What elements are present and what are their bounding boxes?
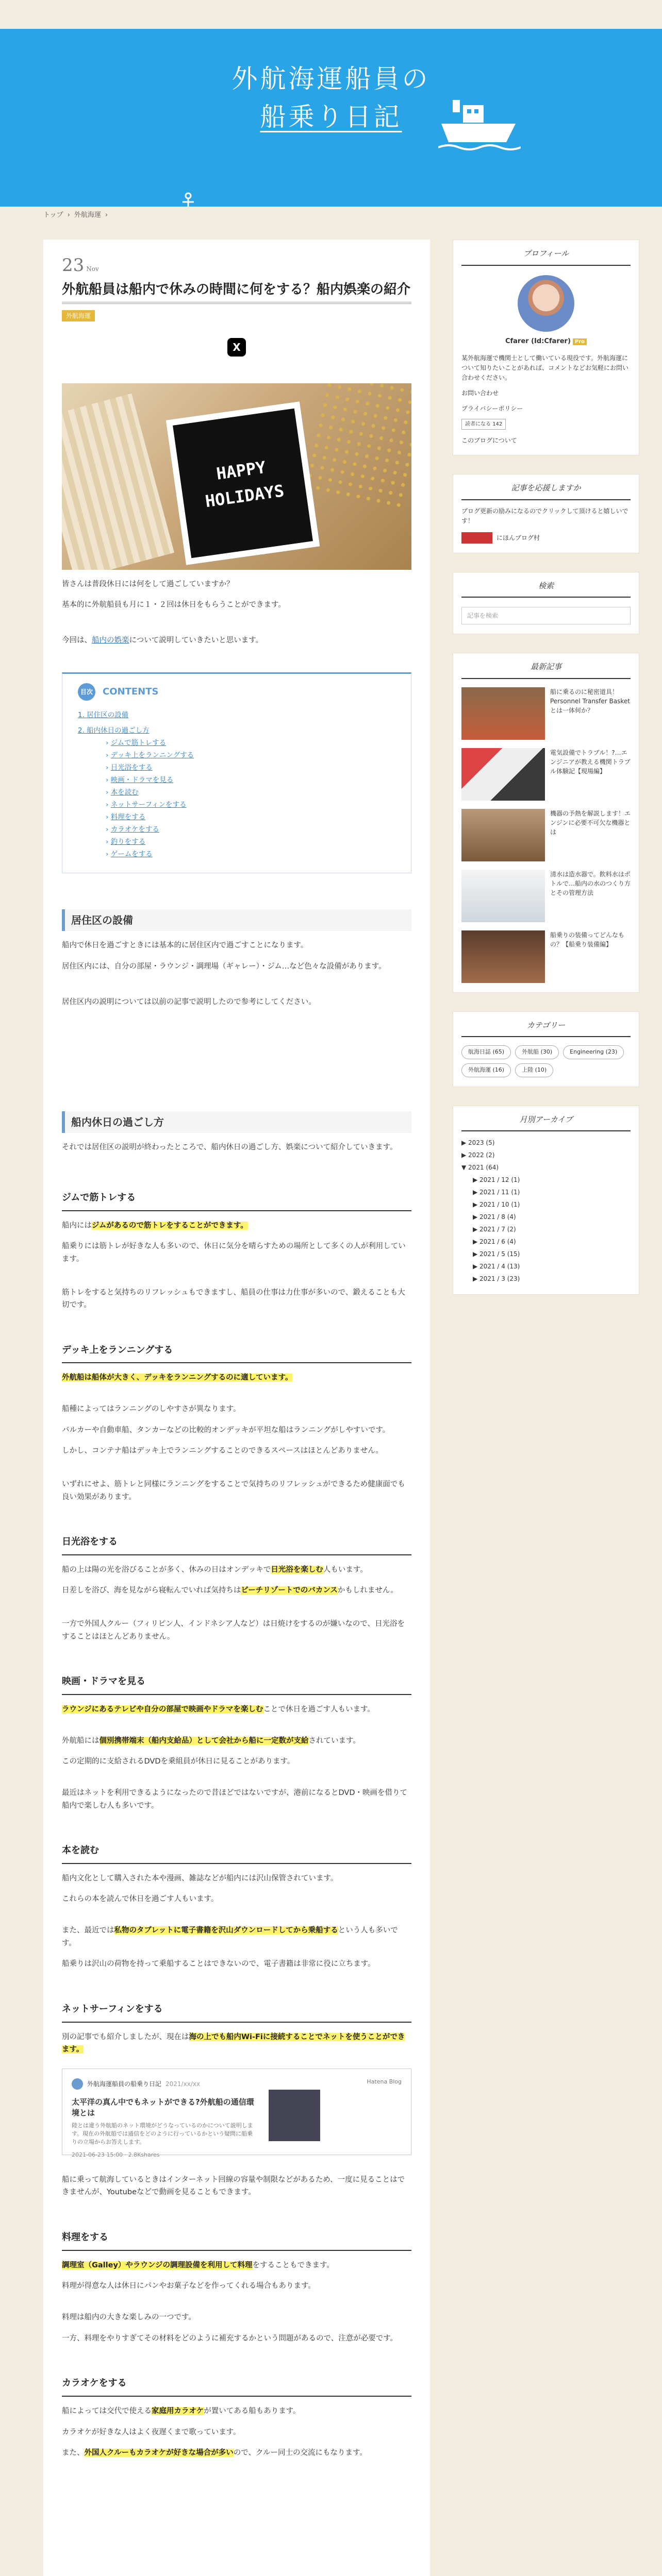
text-span: 外航船には bbox=[62, 1736, 100, 1745]
pro-badge: Pro bbox=[573, 338, 587, 345]
paragraph: 船乗りには筋トレが好きな人も多いので、休日に気分を晴らすための場所として多くの人が利用しています。 bbox=[62, 1242, 406, 1263]
paragraph: 居住区内には、自分の部屋・ラウンジ・調理場（ギャレー）・ジム…など色々な設備があります。 bbox=[62, 962, 386, 971]
search-input[interactable]: 記事を検索 bbox=[461, 607, 631, 624]
post-title[interactable]: 外航船員は船内で休みの時間に何をする？船内娯楽の紹介 bbox=[62, 280, 411, 304]
about-link[interactable]: このブログについて bbox=[461, 436, 517, 444]
paragraph: 料理は船内の大きな楽しみの一つです。 bbox=[62, 2313, 196, 2321]
profile-name[interactable] bbox=[461, 336, 631, 347]
table-of-contents bbox=[62, 672, 411, 873]
card-site: 外航海運船員の船乗り日記 bbox=[87, 2080, 162, 2088]
intro-text: 基本的に外航船員も月に１・２回は休日をもらうことができます。 bbox=[62, 601, 286, 609]
text-span: 人もいます。 bbox=[323, 1565, 368, 1574]
recent-widget bbox=[453, 653, 639, 993]
paragraph: 船内で休日を過ごすときには基本的に居住区内で過ごすことになります。 bbox=[62, 941, 308, 950]
subsection-heading: 料理をする bbox=[62, 2230, 411, 2251]
recent-item[interactable] bbox=[461, 930, 631, 983]
article bbox=[43, 240, 430, 2576]
toc-subitem[interactable]: › 日光浴をする bbox=[106, 764, 153, 772]
paragraph: それでは居住区の説明が終わったところで、船内休日の過ごし方、娯楽について紹介していきます。 bbox=[62, 1143, 398, 1152]
card-title[interactable]: 太平洋の真ん中でもネットができる?外航船の通信環境とは bbox=[72, 2097, 254, 2117]
intro-pre: 今回は、 bbox=[62, 636, 92, 645]
subsection-heading: デッキ上をランニングする bbox=[62, 1343, 411, 1364]
text-span: が置いてある船もあります。 bbox=[204, 2406, 301, 2415]
paragraph: いずれにせよ、筋トレと同様にランニングをすることで気持ちのリフレッシュができるため健康面でも良い効果があります。 bbox=[62, 1480, 405, 1501]
section-heading: 船内休日の過ごし方 bbox=[62, 1111, 411, 1133]
site-title-line1[interactable]: 外航海運船員の bbox=[231, 64, 431, 94]
card-source: Hatena Blog bbox=[367, 2078, 402, 2085]
card-meta: 2021-06-23 15:00 · 2.8Kshares bbox=[72, 2151, 160, 2158]
highlight: 外国人クルーもカラオケが好きな場合が多い bbox=[84, 2449, 234, 2458]
breadcrumb-sep: › bbox=[105, 211, 108, 219]
toc-title: CONTENTS bbox=[103, 686, 159, 698]
profile-widget bbox=[453, 240, 639, 455]
site-icon bbox=[72, 2078, 83, 2090]
recent-title[interactable]: 船に乗るのに秘密道具！Personnel Transfer Basketとは一体何か？ bbox=[550, 688, 630, 714]
archive-year[interactable]: ▶ 2023 (5) bbox=[461, 1139, 495, 1147]
subsection-heading: ネットサーフィンをする bbox=[62, 2002, 411, 2023]
highlight: 日光浴を楽しむ bbox=[271, 1565, 323, 1574]
text-span: という人も多いです。 bbox=[62, 1926, 398, 1947]
category-tag[interactable]: Engineering (23) bbox=[563, 1045, 624, 1059]
recent-title[interactable]: 船乗りの装備ってどんなもの？【船乗り装備編】 bbox=[550, 931, 625, 948]
paragraph bbox=[62, 2031, 411, 2056]
paragraph bbox=[62, 1735, 411, 1748]
toc-link[interactable]: デッキ上をランニングする bbox=[110, 751, 194, 760]
site-header[interactable] bbox=[0, 29, 662, 207]
blogmura-logo[interactable] bbox=[461, 532, 492, 544]
toc-subitem[interactable]: › ネットサーフィンをする bbox=[106, 801, 187, 809]
top-strip bbox=[0, 0, 662, 29]
recent-title[interactable]: 機器の予熱を解説します！エンジンに必要不可欠な機器とは bbox=[550, 809, 631, 836]
toc-link[interactable]: 料理をする bbox=[110, 813, 146, 822]
toc-subitem[interactable]: › ジムで筋トレする bbox=[106, 739, 167, 748]
post-day: 23 bbox=[62, 255, 85, 276]
recent-title[interactable]: 清水は造水器で。飲料水はボトルで…船内の水のつくり方とその管理方法 bbox=[550, 870, 631, 896]
toc-item[interactable] bbox=[78, 724, 395, 737]
paragraph: この定期的に支給されるDVDを乗組員が休日に見ることがあります。 bbox=[62, 1757, 295, 1766]
paragraph bbox=[62, 1371, 411, 1384]
paragraph: これらの本を読んで休日を過ごす人もいます。 bbox=[62, 1895, 219, 1904]
archive-month[interactable]: ▶ 2021 / 5 (15) bbox=[473, 1250, 520, 1258]
avatar[interactable] bbox=[518, 275, 574, 332]
text-span: 船内には bbox=[62, 1221, 92, 1230]
ranking-text: ブログ更新の励みになるのでクリックして頂けると嬉しいです！ bbox=[461, 507, 628, 524]
recent-thumb bbox=[461, 809, 545, 861]
paragraph bbox=[62, 1219, 411, 1232]
widget-title: プロフィール bbox=[461, 247, 631, 266]
paragraph: 一方、料理をやりすぎてその材料をどのように補充するかという問題があるので、注意が必要です。 bbox=[62, 2334, 398, 2343]
breadcrumb-home[interactable]: トップ bbox=[43, 211, 63, 219]
text-span: 船によっては交代で使える bbox=[62, 2406, 152, 2415]
site-title-line2[interactable]: 船乗り日記 bbox=[260, 102, 402, 132]
toc-link[interactable]: 本を読む bbox=[110, 788, 139, 797]
contact-link[interactable]: お問い合わせ bbox=[461, 389, 499, 397]
archive-year[interactable]: ▶ 2022 (2) bbox=[461, 1151, 495, 1159]
toc-link[interactable]: ゲームをする bbox=[110, 850, 153, 859]
text-span: ので、クルー同士の交流にもなります。 bbox=[233, 2449, 367, 2458]
paragraph bbox=[62, 2447, 411, 2460]
widget-title: 最新記事 bbox=[461, 660, 631, 679]
paragraph bbox=[62, 2259, 411, 2272]
toc-link[interactable]: 日光浴をする bbox=[110, 764, 153, 772]
recent-title[interactable]: 電気設備でトラブル！?…エンジニアが教える機関トラブル体験記【現場編】 bbox=[550, 749, 631, 775]
text-span: 日差しを浴び、海を見ながら寝転んでいれば気持ちは bbox=[62, 1586, 241, 1595]
text-span: をすることもできます。 bbox=[252, 2261, 334, 2269]
breadcrumb-category[interactable]: 外航海運 bbox=[74, 211, 101, 219]
text-span: かもしれません。 bbox=[337, 1586, 398, 1595]
paragraph: 船に乗って航海しているときはインターネット回線の容量や制限などがあるため、一度に見ることはできませんが、Youtubeなどで動画を見ることもできます。 bbox=[62, 2175, 405, 2197]
toc-subitem[interactable]: › 本を読む bbox=[106, 788, 139, 797]
recent-item[interactable] bbox=[461, 870, 631, 922]
toc-item[interactable] bbox=[78, 709, 395, 721]
toc-link[interactable]: 2. 船内休日の過ごし方 bbox=[78, 726, 150, 735]
recent-item[interactable] bbox=[461, 748, 631, 801]
toc-subitem[interactable]: › カラオケをする bbox=[106, 825, 159, 834]
subscriber-count: 142 bbox=[492, 421, 503, 428]
recent-thumb bbox=[461, 930, 545, 983]
highlight: ジムがあるので筋トレをすることができます。 bbox=[92, 1221, 248, 1230]
category-widget bbox=[453, 1011, 639, 1087]
section-heading: 居住区の設備 bbox=[62, 909, 411, 931]
profile-name-text[interactable]: Cfarer (Id:Cfarer) bbox=[505, 337, 571, 345]
paragraph bbox=[62, 1924, 411, 1950]
toc-link[interactable]: 1. 居住区の設備 bbox=[78, 711, 129, 720]
intro-post: について説明していきたいと思います。 bbox=[129, 636, 263, 645]
subsection-heading: カラオケをする bbox=[62, 2376, 411, 2397]
paragraph: 船内文化として購入された本や漫画、雑誌などが船内には沢山保管されています。 bbox=[62, 1874, 338, 1883]
highlight: 外航船は船体が大きく、デッキをランニングするのに適しています。 bbox=[62, 1374, 293, 1382]
archive-month[interactable]: ▶ 2021 / 3 (23) bbox=[473, 1275, 520, 1283]
post-month: Nov bbox=[86, 265, 99, 273]
recent-thumb bbox=[461, 748, 545, 801]
paragraph bbox=[62, 1584, 411, 1597]
ship-icon bbox=[438, 97, 521, 154]
archive-month[interactable]: ▶ 2021 / 6 (4) bbox=[473, 1238, 516, 1246]
archive-month[interactable]: ▶ 2021 / 11 (1) bbox=[473, 1189, 520, 1196]
blog-card[interactable] bbox=[62, 2069, 411, 2158]
intro-text bbox=[62, 634, 411, 647]
widget-title: 記事を応援しますか bbox=[461, 482, 631, 500]
highlight: 家庭用カラオケ bbox=[152, 2406, 204, 2415]
highlight: ビーチリゾートでのバカンス bbox=[241, 1586, 338, 1595]
archive-month[interactable]: ▶ 2021 / 12 (1) bbox=[473, 1176, 520, 1184]
text-span: また、最近では bbox=[62, 1926, 114, 1935]
gift-dots bbox=[302, 383, 411, 511]
text-span: されています。 bbox=[308, 1736, 360, 1745]
archive-month[interactable]: ▶ 2021 / 7 (2) bbox=[473, 1226, 516, 1233]
subsection-heading: 日光浴をする bbox=[62, 1534, 411, 1555]
anchor-icon bbox=[175, 192, 201, 207]
archive-year[interactable]: ▼ 2021 (64) bbox=[461, 1164, 499, 1172]
archive-month[interactable]: ▶ 2021 / 8 (4) bbox=[473, 1213, 516, 1221]
recent-item[interactable] bbox=[461, 687, 631, 740]
subscribe-label[interactable]: 読者になる bbox=[465, 421, 491, 428]
card-thumbnail bbox=[269, 2090, 320, 2141]
card-site-date: 2021/xx/xx bbox=[166, 2080, 201, 2088]
paragraph: バルカーや自動車船、タンカーなどの比較的オンデッキが平坦な船はランニングがしやすいです。 bbox=[62, 1426, 390, 1434]
paragraph: 最近はネットを利用できるようになったので昔ほどではないですが、港前になるとDVD・映画を借りて船内で楽しむ人も多いです。 bbox=[62, 1788, 407, 1810]
paragraph: 船乗りは沢山の荷物を持って乗船することはできないので、電子書籍は非常に役に立ちます。 bbox=[62, 1960, 375, 1969]
archive-month[interactable]: ▶ 2021 / 4 (13) bbox=[473, 1263, 520, 1270]
card-desc: 陸とは違う外航船のネット環境がどうなっているのかについて説明します。現在の外航船では通信をどのように行っているかという疑問に船乗りの立場からお答えします。 bbox=[72, 2122, 253, 2145]
paragraph: 筋トレをすると気持ちのリフレッシュもできますし、船員の仕事は力仕事が多いので、鍛えることも大切です。 bbox=[62, 1288, 405, 1310]
category-tag[interactable]: 外航船 (30) bbox=[515, 1045, 559, 1059]
text-span: 船の上は陽の光を浴びることが多く、休みの日はオンデッキで bbox=[62, 1565, 271, 1574]
toc-link[interactable]: カラオケをする bbox=[110, 825, 159, 834]
category-tag[interactable]: 上陸 (10) bbox=[515, 1063, 553, 1077]
ranking-widget bbox=[453, 474, 639, 553]
recent-item[interactable] bbox=[461, 809, 631, 861]
site-title[interactable] bbox=[0, 60, 662, 136]
recent-thumb bbox=[461, 870, 545, 922]
subscribe-button[interactable] bbox=[461, 419, 506, 430]
highlight: 個別携帯端末（船内支給品）として会社から船に一定数が支給 bbox=[99, 1736, 309, 1745]
archive-month[interactable]: ▶ 2021 / 10 (1) bbox=[473, 1201, 520, 1209]
intro-text: 皆さんは普段休日には何をして過ごしていますか？ bbox=[62, 580, 234, 588]
widget-title: カテゴリー bbox=[461, 1019, 631, 1038]
post-date bbox=[62, 255, 411, 279]
wrapping-paper bbox=[62, 393, 174, 569]
archive-widget bbox=[453, 1106, 639, 1295]
toc-link[interactable]: 釣りをする bbox=[110, 838, 146, 846]
breadcrumb bbox=[0, 207, 662, 224]
toc-badge: 目次 bbox=[78, 683, 95, 701]
paragraph bbox=[62, 2405, 411, 2418]
category-badge[interactable]: 外航海運 bbox=[62, 310, 95, 321]
text-span: 別の記事でも紹介しましたが、現在は bbox=[62, 2032, 189, 2041]
toc-subitem[interactable]: › 釣りをする bbox=[106, 838, 146, 846]
paragraph: カラオケが好きな人はよく夜遅くまで歌っています。 bbox=[62, 2428, 241, 2436]
toc-link[interactable]: ジムで筋トレする bbox=[110, 739, 167, 748]
subsection-heading: ジムで筋トレする bbox=[62, 1190, 411, 1211]
profile-desc: 某外航海運で機関士として働いている現役です。外航海運について知りたいことがあれば、コメントなどお気軽にお問い合わせください。 bbox=[461, 354, 629, 381]
paragraph bbox=[62, 1703, 411, 1716]
search-widget bbox=[453, 572, 639, 635]
share-x-button[interactable]: X bbox=[227, 338, 246, 357]
toc-subitem[interactable]: › 料理をする bbox=[106, 813, 146, 822]
breadcrumb-sep: › bbox=[67, 211, 70, 219]
paragraph: 一方で外国人クルー（フィリピン人、インドネシア人など）は日焼けをするのが嫌いなので、日光浴をすることはほとんどありません。 bbox=[62, 1620, 405, 1641]
toc-subitem[interactable]: › デッキ上をランニングする bbox=[106, 751, 194, 760]
highlight: 海の上でも船内Wi-Fiに接続することでネットを使うことができます。 bbox=[62, 2032, 405, 2054]
sidebar bbox=[453, 240, 639, 1313]
highlight: 私物のタブレットに電子書籍を沢山ダウンロードしてから乗船する bbox=[114, 1926, 338, 1935]
paragraph bbox=[62, 1564, 411, 1577]
widget-title: 検索 bbox=[461, 580, 631, 598]
privacy-link[interactable]: プライバシーポリシー bbox=[461, 404, 523, 412]
recent-thumb bbox=[461, 687, 545, 740]
text-span: ことで休日を過ごす人もいます。 bbox=[263, 1705, 375, 1714]
paragraph: 船種によってはランニングのしやすさが異なります。 bbox=[62, 1405, 241, 1414]
toc-subitem[interactable]: › ゲームをする bbox=[106, 850, 153, 859]
highlight: 調理室（Galley）やラウンジの調理設備を利用して料理 bbox=[62, 2261, 253, 2269]
subsection-heading: 映画・ドラマを見る bbox=[62, 1674, 411, 1695]
subsection-heading: 本を読む bbox=[62, 1843, 411, 1864]
letter-board: HAPPY HOLIDAYS bbox=[166, 401, 320, 565]
paragraph: しかし、コンテナ船はデッキ上でランニングすることのできるスペースはほとんどありません。 bbox=[62, 1447, 384, 1455]
widget-title: 月別アーカイブ bbox=[461, 1113, 631, 1132]
paragraph: 居住区内の説明については以前の記事で説明したので参考にしてください。 bbox=[62, 997, 316, 1006]
intro-link[interactable]: 船内の娯楽 bbox=[92, 636, 129, 645]
category-tag[interactable]: 外航海運 (16) bbox=[461, 1063, 511, 1077]
category-tag[interactable]: 航海日誌 (65) bbox=[461, 1045, 511, 1059]
text-span: また、 bbox=[62, 2449, 85, 2458]
toc-link[interactable]: 映画・ドラマを見る bbox=[110, 776, 174, 785]
toc-subitem[interactable]: › 映画・ドラマを見る bbox=[106, 776, 174, 785]
eyecatch-image bbox=[62, 383, 411, 570]
toc-link[interactable]: ネットサーフィンをする bbox=[110, 801, 187, 809]
ranking-banner[interactable]: にほんブログ村 bbox=[496, 534, 540, 541]
paragraph: 料理が得意な人は休日にパンやお菓子などを作ってくれる場合もあります。 bbox=[62, 2282, 316, 2291]
highlight: ラウンジにあるテレビや自分の部屋で映画やドラマを楽しむ bbox=[62, 1705, 263, 1714]
